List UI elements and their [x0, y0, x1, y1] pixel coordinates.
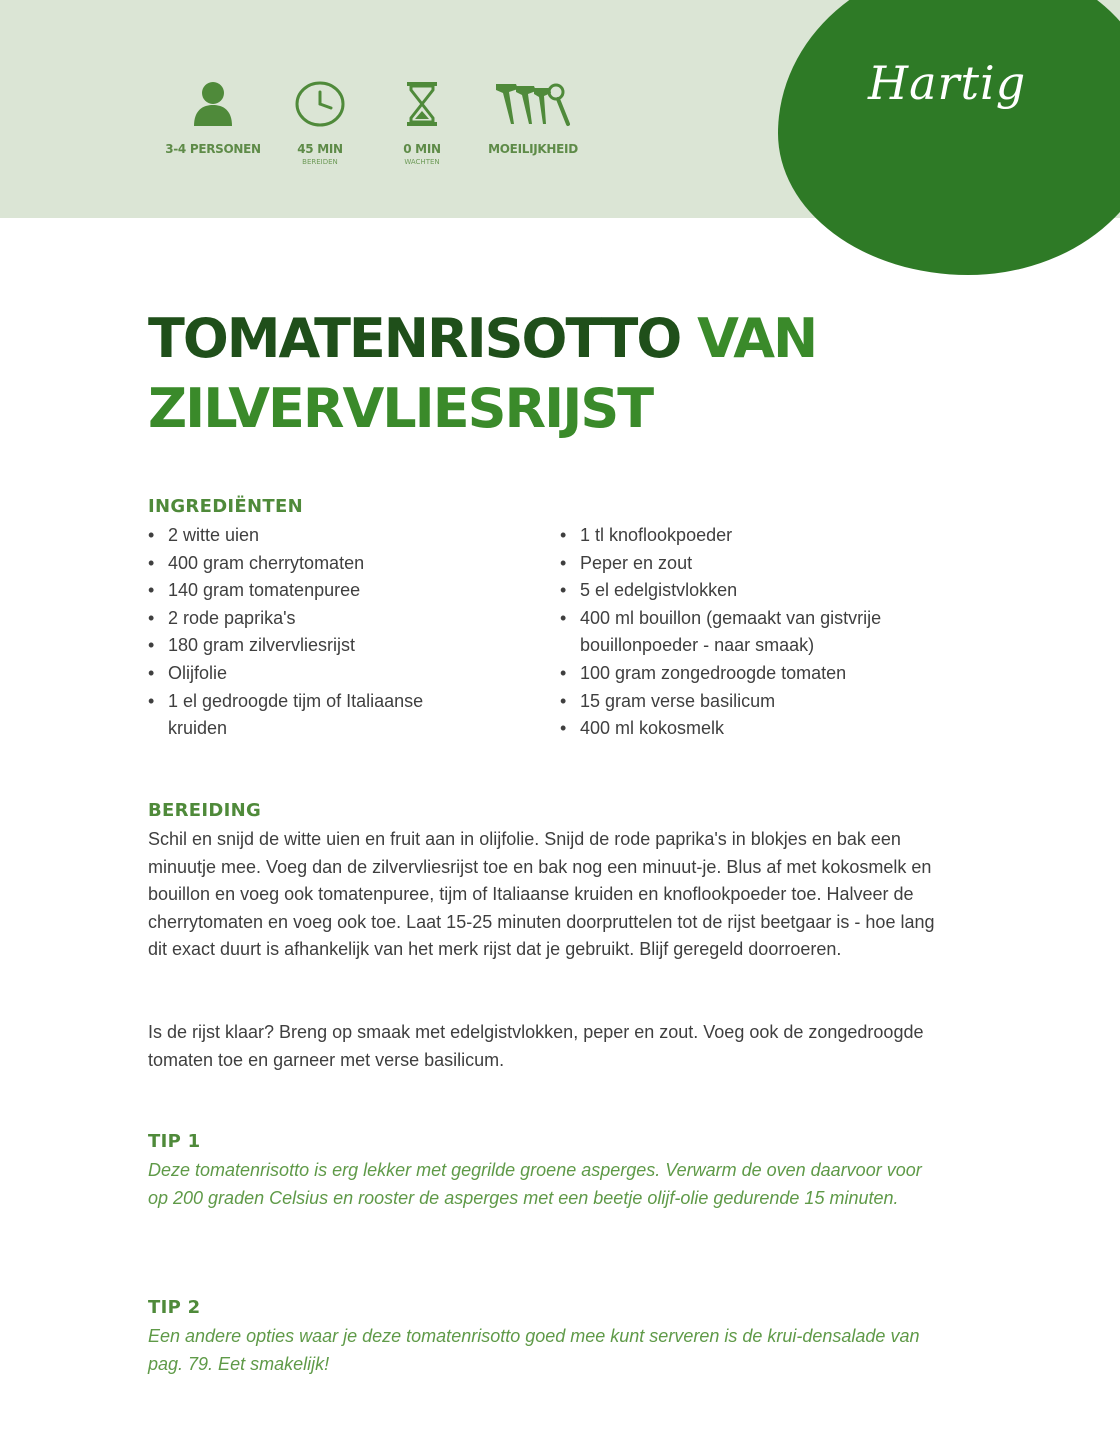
ingredient-item: • 1 tl knoflookpoeder [560, 522, 940, 550]
preparation-heading: BEREIDING [148, 800, 262, 821]
ingredient-item: • 180 gram zilvervliesrijst [148, 632, 478, 660]
category-label: Hartig [868, 56, 1027, 110]
persons-label: 3-4 PERSONEN [165, 142, 261, 156]
preparation-paragraph-2: Is de rijst klaar? Breng op smaak met edelgistvlokken, peper en zout. Voeg ook de zongedroogde tomaten toe en garneer met verse basilicum. [148, 1022, 924, 1070]
ingredient-item: • 15 gram verse basilicum [560, 688, 940, 716]
prep-time-sub: BEREIDEN [302, 158, 338, 166]
ingredients-heading: INGREDIËNTEN [148, 496, 303, 517]
category-badge [778, 0, 1120, 275]
tip-2-heading: TIP 2 [148, 1297, 201, 1318]
clock-icon [294, 80, 346, 128]
wait-time-sub: WACHTEN [404, 158, 440, 166]
title-part-3: ZILVERVLIESRIJST [148, 377, 653, 440]
tip-1-heading: TIP 1 [148, 1131, 201, 1152]
preparation-paragraph-1: Schil en snijd de witte uien en fruit aan in olijfolie. Snijd de rode paprika's in blokjes en bak een minuutje mee. Voeg dan de zilvervliesrijst toe en bak nog een minuut-je. Blus af met kokosmelk en bouillon en voeg ook tomatenpuree, tijm of Italiaanse kruiden en knoflookpoeder toe. Halveer de cherrytomaten en voeg ook toe. Laat 15-25 minuten doorpruttelen tot de rijst beetgaar is - hoe lang dit exact duurt is afhankelijk van het merk rijst dat je gebruikt. Blijf geregeld doorroeren. [148, 829, 935, 959]
ingredient-item: • 2 rode paprika's [148, 605, 478, 633]
meta-persons [158, 80, 268, 156]
meta-prep-time [265, 80, 375, 166]
ingredient-item: • 1 el gedroogde tijm of Italiaanse kruiden [148, 688, 478, 743]
recipe-title [148, 304, 968, 444]
ingredient-item: • 2 witte uien [148, 522, 478, 550]
prep-time-label: 45 MIN [297, 142, 343, 156]
ingredient-item: • Olijfolie [148, 660, 478, 688]
ingredient-item: • 140 gram tomatenpuree [148, 577, 478, 605]
title-part-1: TOMATENRISOTTO [148, 307, 681, 370]
hourglass-icon [404, 80, 440, 128]
ingredients-list-left [148, 522, 478, 743]
meta-difficulty [478, 80, 588, 156]
ingredient-item: • 5 el edelgistvlokken [560, 577, 940, 605]
ingredient-item: • 400 gram cherrytomaten [148, 550, 478, 578]
ingredient-item: • 100 gram zongedroogde tomaten [560, 660, 940, 688]
ingredient-item: • 400 ml kokosmelk [560, 715, 940, 743]
title-part-2: VAN [697, 307, 817, 370]
ingredients-list-right [560, 522, 940, 743]
tip-1-text: Deze tomatenrisotto is erg lekker met gegrilde groene asperges. Verwarm de oven daarvoor voor op 200 graden Celsius en rooster de asperges met een beetje olijf-olie gedurende 15 minuten. [148, 1160, 922, 1208]
difficulty-icon [494, 80, 572, 128]
wait-time-label: 0 MIN [403, 142, 441, 156]
person-icon [191, 80, 235, 128]
difficulty-label: MOEILIJKHEID [488, 142, 578, 156]
tip-2-text: Een andere opties waar je deze tomatenrisotto goed mee kunt serveren is de krui-densalade van pag. 79. Eet smakelijk! [148, 1326, 920, 1374]
ingredient-item: • Peper en zout [560, 550, 940, 578]
ingredient-item: • 400 ml bouillon (gemaakt van gistvrije bouillonpoeder - naar smaak) [560, 605, 940, 660]
meta-wait-time [367, 80, 477, 166]
